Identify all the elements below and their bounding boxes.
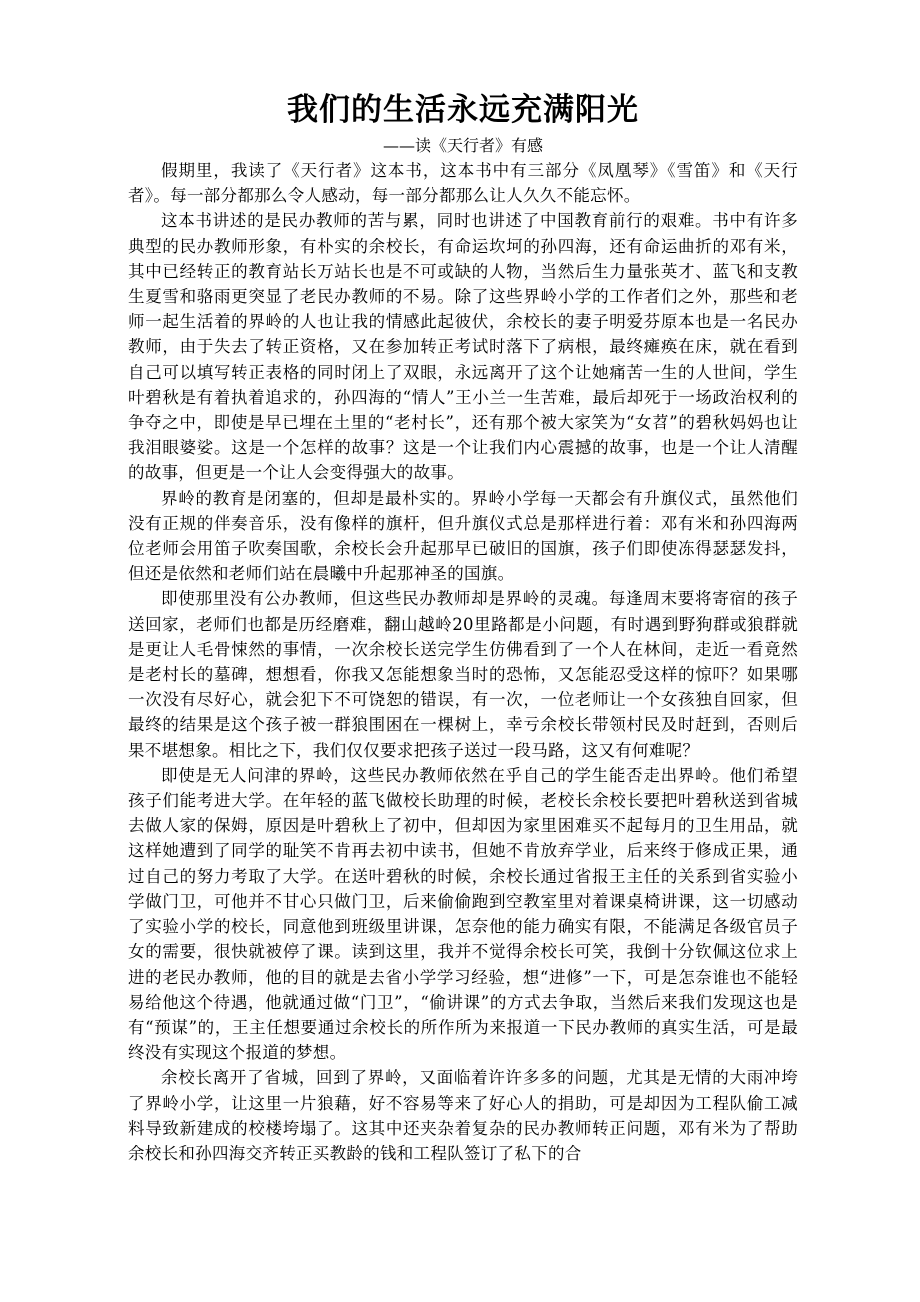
paragraph-1: 假期里，我读了《天行者》这本书，这本书中有三部分《凤凰琴》《雪笛》和《天行者》。每一部分都那么令人感动，每一部分都那么让人久久不能忘怀。 (128, 161, 798, 206)
paragraph-3: 界岭的教育是闭塞的，但却是最朴实的。界岭小学每一天都会有升旗仪式，虽然他们没有正规的伴奏音乐，没有像样的旗杆，但升旗仪式总是那样进行着：邓有米和孙四海两位老师会用笛子吹奏国歌，余校长会升起那早已破旧的国旗，孩子们即使冻得瑟瑟发抖，但还是依然和老师们站在晨曦中升起那神圣的国旗。 (128, 488, 798, 584)
paragraph-2: 这本书讲述的是民办教师的苦与累，同时也讲述了中国教育前行的艰难。书中有许多典型的民办教师形象，有朴实的余校长，有命运坎坷的孙四海，还有命运曲折的邓有米，其中已经转正的教育站长万站长也是不可或缺的人物，当然后生力量张英才、蓝飞和支教生夏雪和骆雨更突显了老民办教师的不易。除了这些界岭小学的工作者们之外，那些和老师一起生活着的界岭的人也让我的情感此起彼伏，余校长的妻子明爱芬原本也是一名民办教师，由于失去了转正资格，又在参加转正考试时落下了病根，最终瘫痪在床，就在看到自己可以填写转正表格的同时闭上了双眼，永远离开了这个让她痛苦一生的人世间，学生叶碧秋是有着执着追求的，孙四海的“情人”王小兰一生苦难，最后却死于一场政治权利的争夺之中，即使是早已埋在土里的“老村长”，还有那个被大家笑为“女苕”的碧秋妈妈也让我泪眼婆娑。这是一个怎样的故事？这是一个让我们内心震撼的故事，也是一个让人清醒的故事，但更是一个让人会变得强大的故事。 (128, 211, 798, 483)
document-page (128, 86, 798, 1166)
paragraph-5: 即使是无人问津的界岭，这些民办教师依然在乎自己的学生能否走出界岭。他们希望孩子们能考进大学。在年轻的蓝飞做校长助理的时候，老校长余校长要把叶碧秋送到省城去做人家的保姆，原因是叶碧秋上了初中，但却因为家里困难买不起每月的卫生用品，就这样她遭到了同学的耻笑不肯再去初中读书，但她不肯放弃学业，后来终于修成正果，通过自己的努力考取了大学。在送叶碧秋的时候，余校长通过省报王主任的关系到省实验小学做门卫，可他并不甘心只做门卫，后来偷偷跑到空教室里对着课桌椅讲课，这一切感动了实验小学的校长，同意他到班级里讲课，怎奈他的能力确实有限，不能满足各级官员子女的需要，很快就被停了课。读到这里，我并不觉得余校长可笑，我倒十分钦佩这位求上进的老民办教师，他的目的就是去省小学学习经验，想“进修”一下，可是怎奈谁也不能轻易给他这个待遇，他就通过做“门卫”，“偷讲课”的方式去争取，当然后来我们发现这也是有“预谋”的，王主任想要通过余校长的所作所为来报道一下民办教师的真实生活，可是最终没有实现这个报道的梦想。 (128, 765, 798, 1063)
paragraph-4: 即使那里没有公办教师，但这些民办教师却是界岭的灵魂。每逢周末要将寄宿的孩子送回家，老师们也都是历经磨难，翻山越岭20里路都是小问题，有时遇到野狗群或狼群就是更让人毛骨悚然的事情，一次余校长送完学生仿佛看到了一个人在林间，走近一看竟然是老村长的墓碑，想想看，你我又怎能想象当时的恐怖，又怎能忍受这样的惊吓？如果哪一次没有尽好心，就会犯下不可饶恕的错误，有一次，一位老师让一个女孩独自回家，但最终的结果是这个孩子被一群狼围困在一棵树上，幸亏余校长带领村民及时赶到，否则后果不堪想象。相比之下，我们仅仅要求把孩子送过一段马路，这又有何难呢？ (128, 589, 798, 760)
document-subtitle: ——读《天行者》有感 (382, 136, 543, 155)
document-title: 我们的生活永远充满阳光 (287, 92, 639, 128)
paragraph-6: 余校长离开了省城，回到了界岭，又面临着许许多多的问题，尤其是无情的大雨冲垮了界岭小学，让这里一片狼藉，好不容易等来了好心人的捐助，可是却因为工程队偷工减料导致新建成的校楼垮塌了。这其中还夹杂着复杂的民办教师转正问题，邓有米为了帮助余校长和孙四海交齐转正买教龄的钱和工程队签订了私下的合 (128, 1068, 798, 1163)
